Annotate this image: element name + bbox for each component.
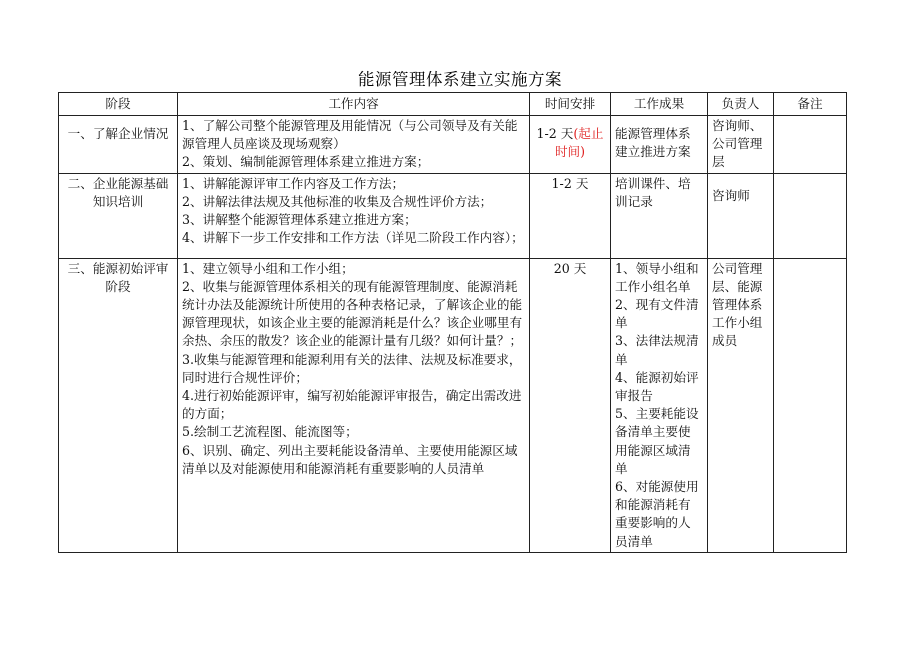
- owner-cell: [708, 258, 774, 552]
- schedule-value: 20 天: [553, 260, 587, 276]
- table-row: [59, 116, 847, 174]
- schedule-cell: [530, 116, 611, 174]
- header-stage: 阶段: [59, 93, 178, 116]
- deliverables-cell: [611, 116, 708, 174]
- table-row: [59, 258, 847, 552]
- owner-cell: [708, 173, 774, 258]
- work-items-list: [182, 260, 525, 478]
- table-row: [59, 173, 847, 258]
- stage-label: 二、企业能源基础知识培训: [67, 175, 169, 209]
- list-item: 2、策划、编制能源管理体系建立推进方案；: [182, 154, 430, 170]
- schedule-value: 1-2 天: [551, 175, 589, 191]
- deliverables-cell: [611, 258, 708, 552]
- schedule-value: 1-2 天: [536, 126, 574, 141]
- schedule-cell: [530, 173, 611, 258]
- header-work-content: 工作内容: [178, 93, 530, 116]
- deliverables-text: 能源管理体系建立推进方案: [615, 126, 691, 160]
- header-owner: 负责人: [708, 93, 774, 116]
- list-item: 5.绘制工艺流程图、能流图等；: [182, 424, 358, 440]
- plan-table: [58, 92, 847, 553]
- list-item: 3、讲解整个能源管理体系建立推进方案；: [182, 212, 417, 228]
- list-item: 1、讲解能源评审工作内容及工作方法；: [182, 175, 405, 191]
- header-remarks: 备注: [774, 93, 847, 116]
- stage-label: 一、了解企业情况: [67, 126, 169, 141]
- deliverables-text: 1、领导小组和工作小组名单 2、现有文件清单 3、法律法规清单 4、能源初始评审报告 5、主要耗能设备清单主要使用能源区域清单 6、对能源使用和能源消耗有重要影响的人员清单: [615, 260, 699, 549]
- header-deliverables: 工作成果: [611, 93, 708, 116]
- schedule-note: (起止时间): [554, 126, 604, 160]
- remarks-cell: [774, 173, 847, 258]
- page-title: 能源管理体系建立实施方案: [358, 70, 562, 89]
- remarks-cell: [774, 258, 847, 552]
- work-items-list: [182, 117, 525, 172]
- stage-label: 三、能源初始评审阶段: [67, 260, 169, 294]
- remarks-cell: [774, 116, 847, 174]
- work-content-cell: [178, 116, 530, 174]
- list-item: 6、识别、确定、列出主要耗能设备清单、主要使用能源区域清单以及对能源使用和能源消耗有重要影响的人员清单: [182, 442, 518, 476]
- work-content-cell: [178, 173, 530, 258]
- owner-text: 咨询师、公司管理层: [712, 118, 763, 170]
- work-items-list: [182, 175, 525, 248]
- deliverables-cell: [611, 173, 708, 258]
- owner-cell: [708, 116, 774, 174]
- list-item: 3.收集与能源管理和能源利用有关的法律、法规及标准要求，同时进行合规性评价；: [182, 351, 522, 385]
- list-item: 2、收集与能源管理体系相关的现有能源管理制度、能源消耗统计办法及能源统计所使用的各种表格记录，了解该企业的能源管理现状，如该企业主要的能源消耗是什么？该企业哪里有余热、余压的散发？该企业的能源计量有几级？如何计量？；: [182, 278, 523, 349]
- work-content-cell: [178, 258, 530, 552]
- list-item: 1、了解公司整个能源管理及用能情况（与公司领导及有关能源管理人员座谈及现场观察）: [182, 118, 518, 152]
- deliverables-text: 培训课件、培训记录: [615, 175, 691, 209]
- list-item: 1、建立领导小组和工作小组；: [182, 260, 354, 276]
- schedule-cell: [530, 258, 611, 552]
- stage-cell: [59, 173, 178, 258]
- stage-cell: [59, 258, 178, 552]
- owner-text: 公司管理层、能源管理体系工作小组成员: [712, 260, 763, 349]
- list-item: 2、讲解法律法规及其他标准的收集及合规性评价方法；: [182, 193, 493, 209]
- header-schedule: 时间安排: [530, 93, 611, 116]
- owner-text: 咨询师: [712, 187, 750, 203]
- list-item: 4.进行初始能源评审，编写初始能源评审报告，确定出需改进的方面；: [182, 388, 522, 422]
- table-header-row: [59, 93, 847, 116]
- list-item: 4、讲解下一步工作安排和工作方法（详见二阶段工作内容）；: [182, 230, 524, 246]
- stage-cell: [59, 116, 178, 174]
